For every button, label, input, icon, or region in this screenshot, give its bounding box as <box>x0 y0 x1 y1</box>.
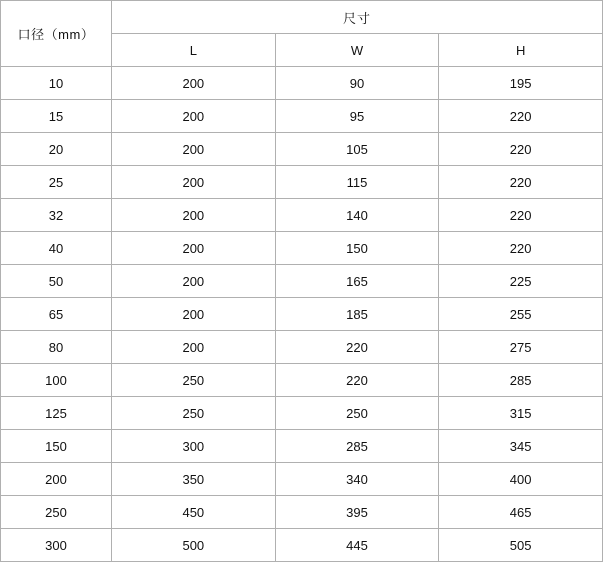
cell-length: 250 <box>112 397 276 430</box>
cell-bore-size: 150 <box>1 430 112 463</box>
cell-width: 90 <box>275 67 439 100</box>
header-cell-length: L <box>112 34 276 67</box>
cell-length: 200 <box>112 331 276 364</box>
cell-length: 200 <box>112 232 276 265</box>
cell-length: 200 <box>112 265 276 298</box>
cell-width: 220 <box>275 364 439 397</box>
table-row <box>1 100 603 133</box>
cell-bore-size: 50 <box>1 265 112 298</box>
cell-width: 140 <box>275 199 439 232</box>
table-row <box>1 331 603 364</box>
cell-length: 200 <box>112 67 276 100</box>
cell-width: 150 <box>275 232 439 265</box>
table-row <box>1 265 603 298</box>
header-cell-width: W <box>275 34 439 67</box>
cell-length: 500 <box>112 529 276 562</box>
cell-height: 255 <box>439 298 603 331</box>
cell-width: 95 <box>275 100 439 133</box>
table-row <box>1 529 603 562</box>
cell-bore-size: 200 <box>1 463 112 496</box>
cell-bore-size: 300 <box>1 529 112 562</box>
cell-height: 505 <box>439 529 603 562</box>
cell-length: 450 <box>112 496 276 529</box>
table-row <box>1 199 603 232</box>
cell-bore-size: 32 <box>1 199 112 232</box>
cell-height: 275 <box>439 331 603 364</box>
table-row <box>1 463 603 496</box>
table-row <box>1 496 603 529</box>
cell-length: 200 <box>112 199 276 232</box>
cell-length: 200 <box>112 166 276 199</box>
cell-bore-size: 15 <box>1 100 112 133</box>
cell-length: 200 <box>112 100 276 133</box>
cell-width: 250 <box>275 397 439 430</box>
cell-bore-size: 80 <box>1 331 112 364</box>
cell-width: 395 <box>275 496 439 529</box>
cell-length: 300 <box>112 430 276 463</box>
cell-height: 220 <box>439 199 603 232</box>
cell-height: 220 <box>439 166 603 199</box>
table-row <box>1 67 603 100</box>
header-cell-bore-size: 口径（mm） <box>1 1 112 67</box>
cell-bore-size: 100 <box>1 364 112 397</box>
table-body <box>1 1 603 562</box>
cell-bore-size: 40 <box>1 232 112 265</box>
cell-length: 200 <box>112 133 276 166</box>
header-cell-dimensions-group: 尺寸 <box>112 1 603 34</box>
table-row <box>1 133 603 166</box>
cell-height: 285 <box>439 364 603 397</box>
cell-length: 350 <box>112 463 276 496</box>
cell-width: 165 <box>275 265 439 298</box>
cell-width: 340 <box>275 463 439 496</box>
table-row <box>1 364 603 397</box>
table-row <box>1 232 603 265</box>
cell-height: 220 <box>439 232 603 265</box>
cell-height: 195 <box>439 67 603 100</box>
table-row <box>1 397 603 430</box>
cell-bore-size: 20 <box>1 133 112 166</box>
cell-bore-size: 25 <box>1 166 112 199</box>
cell-width: 105 <box>275 133 439 166</box>
cell-width: 115 <box>275 166 439 199</box>
cell-bore-size: 250 <box>1 496 112 529</box>
cell-height: 220 <box>439 100 603 133</box>
cell-width: 220 <box>275 331 439 364</box>
header-cell-height: H <box>439 34 603 67</box>
cell-length: 250 <box>112 364 276 397</box>
cell-height: 225 <box>439 265 603 298</box>
cell-bore-size: 125 <box>1 397 112 430</box>
cell-width: 285 <box>275 430 439 463</box>
cell-height: 465 <box>439 496 603 529</box>
cell-width: 445 <box>275 529 439 562</box>
cell-length: 200 <box>112 298 276 331</box>
cell-height: 315 <box>439 397 603 430</box>
cell-height: 400 <box>439 463 603 496</box>
cell-bore-size: 10 <box>1 67 112 100</box>
cell-height: 345 <box>439 430 603 463</box>
table-header-row <box>1 1 603 34</box>
table-row <box>1 430 603 463</box>
table-row <box>1 298 603 331</box>
cell-width: 185 <box>275 298 439 331</box>
table-row <box>1 166 603 199</box>
cell-bore-size: 65 <box>1 298 112 331</box>
cell-height: 220 <box>439 133 603 166</box>
